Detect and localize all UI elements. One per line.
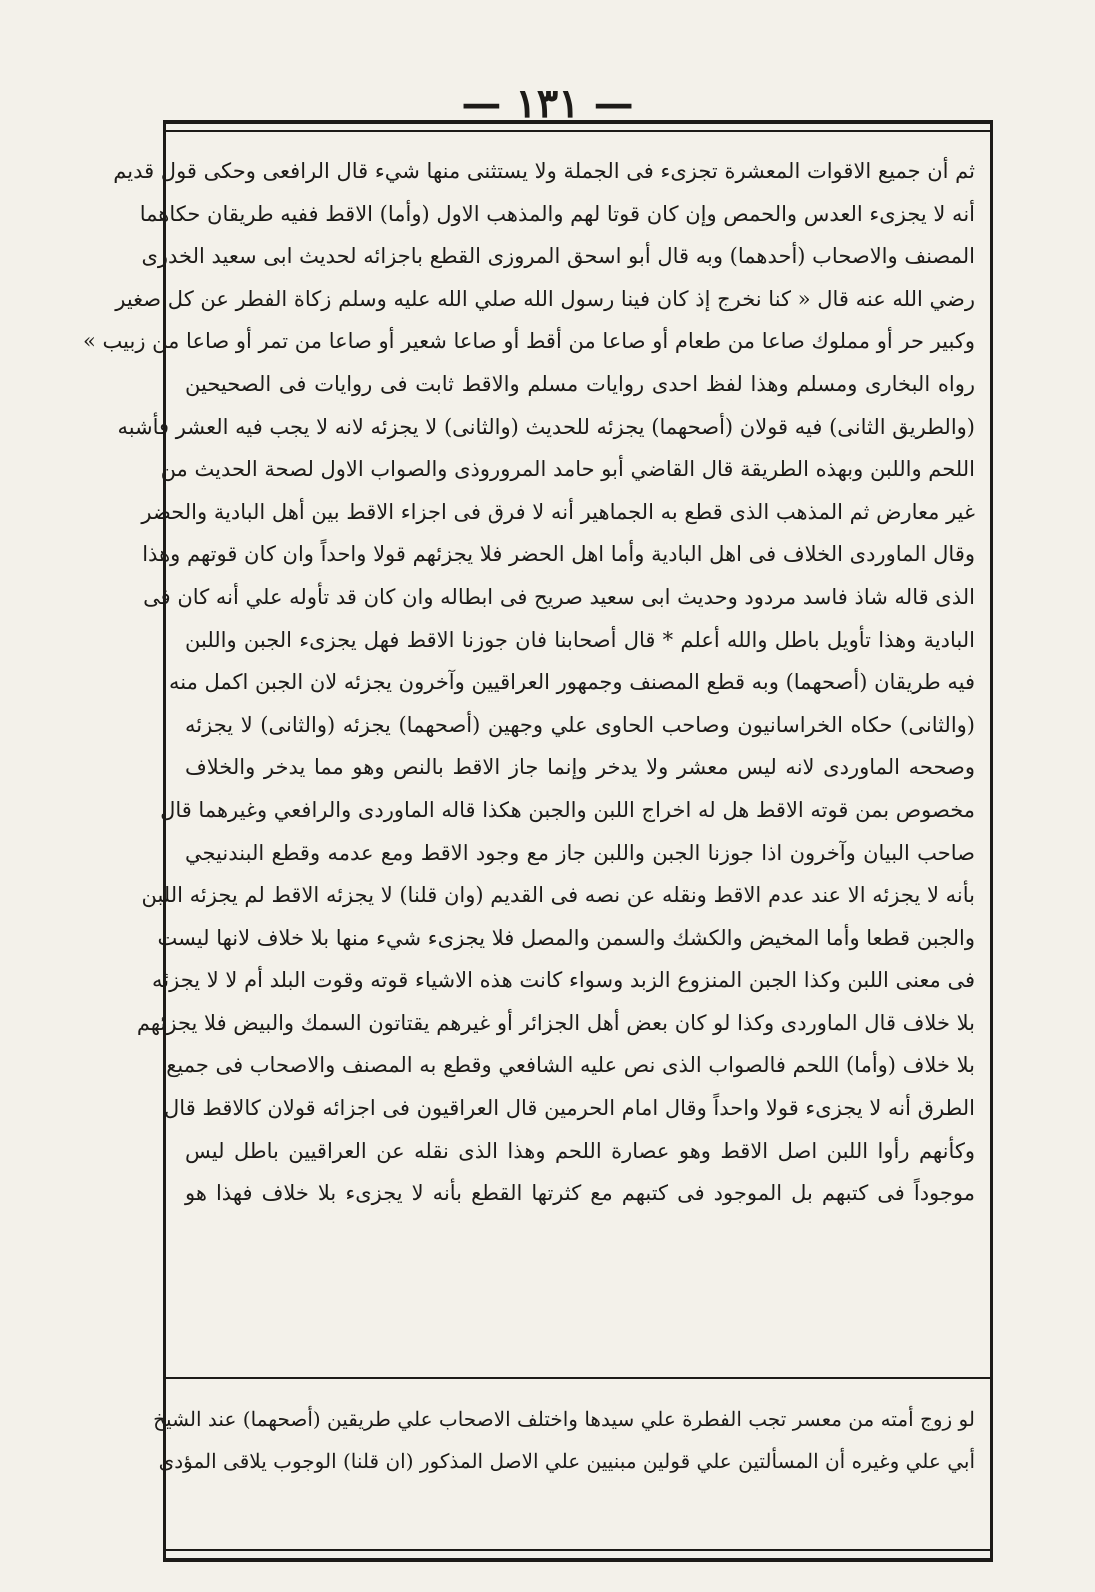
footnote-line: لو زوج أمته من معسر تجب الفطرة علي سيدها واختلف الاصحاب علي طريقين (أصحهما) عند الشيخ <box>153 1407 975 1431</box>
text-line: المصنف والاصحاب (أحدهما) وبه قال أبو اسحق المروزى القطع باجزائه لحديث ابى سعيد الخدرى <box>141 244 975 269</box>
text-line: والجبن قطعا وأما المخيض والكشك والسمن والمصل فلا يجزىء شيء منها بلا خلاف لانها ليست <box>157 925 975 950</box>
text-line: موجوداً فى كتبهم بل الموجود فى كتبهم مع كثرتها القطع بأنه لا يجزىء بلا خلاف فهذا هو <box>185 1181 975 1206</box>
text-line: بلا خلاف (وأما) اللحم فالصواب الذى نص عليه الشافعي وقطع به المصنف والاصحاب فى جميع <box>166 1053 975 1078</box>
text-line: رضي الله عنه قال « كنا نخرج إذ كان فينا رسول الله صلي الله عليه وسلم زكاة الفطر عن كل صغير <box>115 286 975 311</box>
text-line: الطرق أنه لا يجزىء قولا واحداً وقال امام الحرمين قال العراقيون فى اجزائه قولان كالاقط قال <box>164 1096 975 1121</box>
text-line: بأنه لا يجزئه الا عند عدم الاقط ونقله عن نصه فى القديم (وان قلنا) لا يجزئه الاقط لم يجزئه اللبن <box>141 883 975 908</box>
frame-bottom-rule <box>163 1549 993 1551</box>
text-line: فيه طريقان (أصحهما) وبه قطع المصنف وجمهور العراقيين وآخرون يجزئه لان الجبن اكمل منه <box>168 670 975 695</box>
text-line: مخصوص بمن قوته الاقط هل له اخراج اللبن والجبن هكذا قاله الماوردى والرافعي وغيرهما قال <box>160 797 975 822</box>
text-line: (والطريق الثانى) فيه قولان (أصحهما) يجزئه للحديث (والثانى) لا يجزئه لانه لا يجب فيه العشر فأشبه <box>117 414 975 439</box>
text-line: الذى قاله شاذ فاسد مردود وحديث ابى سعيد صريح فى ابطاله وان كان قد تأوله علي أنه كان فى <box>143 584 975 609</box>
text-line: اللحم واللبن وبهذه الطريقة قال القاضي أبو حامد المروروذى والصواب الاول لصحة الحديث من <box>160 457 975 482</box>
text-line: فى معنى اللبن وكذا الجبن المنزوع الزبد وسواء كانت هذه الاشياء قوته وقوت البلد أم لا لا يجزئه <box>152 968 975 993</box>
footnote-block <box>153 1398 975 1482</box>
main-text-block <box>83 150 975 1215</box>
text-line: رواه البخارى ومسلم وهذا لفظ احدى روايات مسلم والاقط ثابت فى روايات فى الصحيحين <box>185 371 975 396</box>
text-line: بلا خلاف قال الماوردى وكذا لو كان بعض أهل الجزائر أو غيرهم يقتاتون السمك والبيض فلا يجزئهم <box>136 1010 975 1035</box>
text-line: صاحب البيان وآخرون اذا جوزنا الجبن واللبن جاز مع وجود الاقط ومع عدمه وقطع البندنيجي <box>185 840 975 865</box>
text-line: أنه لا يجزىء العدس والحمص وإن كان قوتا لهم والمذهب الاول (وأما) الاقط ففيه طريقان حكاهما <box>139 201 975 226</box>
frame-top-rule <box>163 130 993 132</box>
text-line: وكأنهم رأوا اللبن اصل الاقط وهو عصارة اللحم وهذا الذى نقله عن العراقيين باطل ليس <box>185 1138 975 1163</box>
text-line: وصححه الماوردى لانه ليس معشر ولا يدخر وإنما جاز الاقط بالنص وهو مما يدخر والخلاف <box>185 755 975 780</box>
page-number: — ١٣١ — <box>461 80 634 127</box>
text-line: غير معارض ثم المذهب الذى قطع به الجماهير أنه لا فرق فى اجزاء الاقط بين أهل البادية والحضر <box>141 499 975 524</box>
text-line: ثم أن جميع الاقوات المعشرة تجزىء فى الجملة ولا يستثنى منها شيء قال الرافعى وحكى قول قديم <box>113 159 975 183</box>
footnote-line: أبي علي وغيره أن المسألتين علي قولين مبنيين علي الاصل المذكور (ان قلنا) الوجوب يلاقى المؤدى <box>158 1449 975 1473</box>
footnote-separator <box>163 1377 993 1379</box>
text-line: (والثانى) حكاه الخراسانيون وصاحب الحاوى علي وجهين (أصحهما) يجزئه (والثانى) لا يجزئه <box>185 712 975 737</box>
text-line: البادية وهذا تأويل باطل والله أعلم * قال أصحابنا فان جوزنا الاقط فهل يجزىء الجبن واللبن <box>185 627 975 652</box>
text-line: وكبير حر أو مملوك صاعا من طعام أو صاعا من أقط أو صاعا شعير أو صاعا من تمر أو صاعا من زبيب » <box>83 329 975 354</box>
text-line: وقال الماوردى الخلاف فى اهل البادية وأما اهل الحضر فلا يجزئهم قولا واحداً وان كان قوتهم وهذا <box>142 542 975 567</box>
